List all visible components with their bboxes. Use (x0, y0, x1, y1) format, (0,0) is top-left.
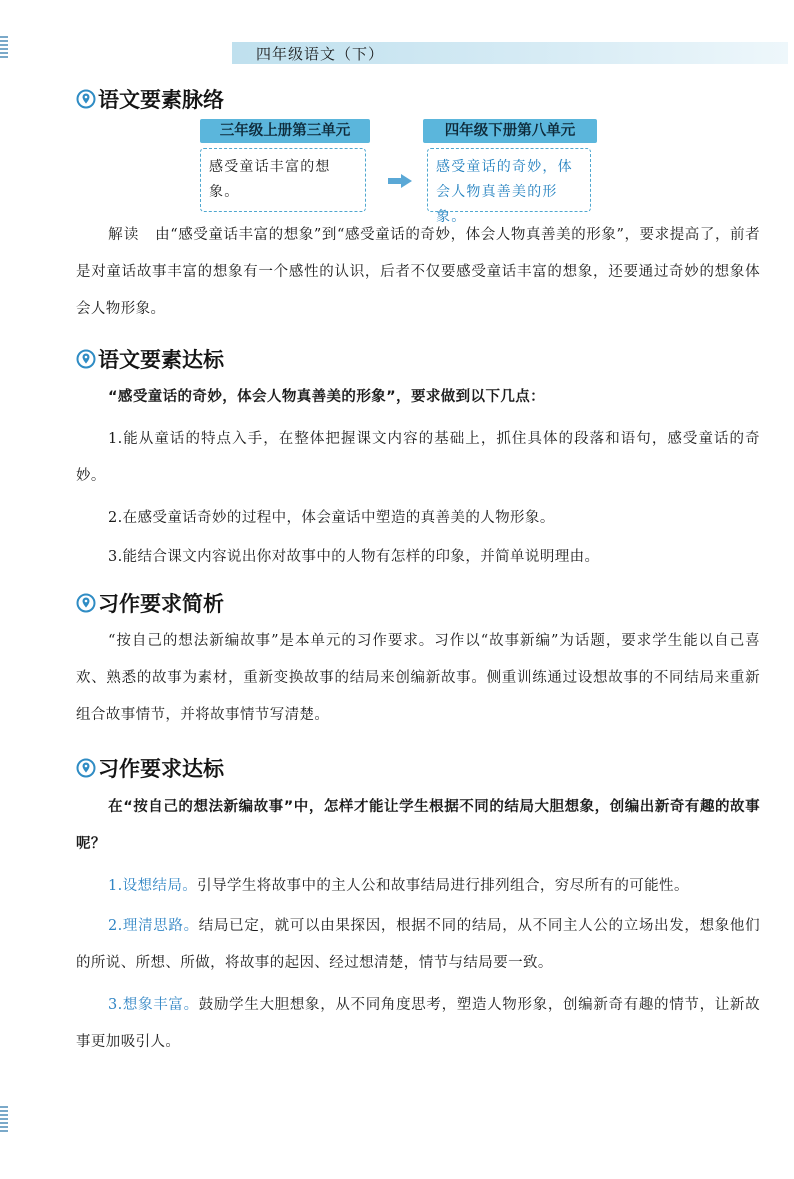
writing-question (76, 789, 760, 863)
right-unit-text: 感受童话的奇妙，体会人物真善美的形象。 (436, 159, 573, 225)
requirement-item-text: 2.在感受童话奇妙的过程中，体会童话中塑造的真善美的人物形象。 (108, 510, 555, 526)
location-pin-icon (76, 349, 96, 369)
writing-item-lead: 1.设想结局。 (108, 878, 198, 894)
writing-item-1 (76, 868, 760, 905)
requirement-item-3 (76, 539, 760, 576)
requirement-intro-text: “感受童话的奇妙，体会人物真善美的形象”，要求做到以下几点： (108, 389, 546, 405)
section-heading-3 (76, 588, 224, 618)
requirement-intro (76, 379, 760, 416)
writing-item-text: 结局已定，就可以由果探因，根据不同的结局，从不同主人公的立场出发，想象他们的所说、所想、所做，将故事的起因、经过想清楚，情节与结局要一致。 (76, 918, 761, 971)
requirement-item-2 (76, 500, 760, 537)
writing-analysis-paragraph (76, 623, 760, 734)
writing-item-text: 鼓励学生大胆想象，从不同角度思考，塑造人物形象，创编新奇有趣的情节，让新故事更加吸引人。 (76, 997, 761, 1050)
section-heading-text: 习作要求简析 (98, 592, 224, 616)
arrow-right-icon (388, 174, 412, 188)
writing-item-3 (76, 987, 760, 1061)
right-unit-box (427, 148, 591, 225)
writing-analysis-text: “按自己的想法新编故事”是本单元的习作要求。习作以“故事新编”为话题，要求学生能以自己喜欢、熟悉的故事为素材，重新变换故事的结局来创编新故事。侧重训练通过设想故事的不同结局来重新组合故事情节，并将故事情节写清楚。 (76, 633, 760, 723)
writing-item-lead: 2.理清思路。 (108, 918, 199, 934)
requirement-item-text: 3.能结合课文内容说出你对故事中的人物有怎样的印象，并简单说明理由。 (108, 549, 600, 565)
left-unit-box (200, 148, 366, 212)
section-heading-text: 习作要求达标 (98, 757, 224, 781)
left-unit-text: 感受童话丰富的想象。 (209, 159, 331, 200)
section-heading-text: 语文要素达标 (98, 348, 224, 372)
writing-question-text: 在“按自己的想法新编故事”中，怎样才能让学生根据不同的结局大胆想象，创编出新奇有趣的故事呢？ (76, 799, 760, 852)
right-unit-label: 四年级下册第八单元 (423, 119, 597, 143)
location-pin-icon (76, 593, 96, 613)
interpretation-label: 解读 (108, 227, 140, 243)
requirement-item-text: 1.能从童话的特点入手，在整体把握课文内容的基础上，抓住具体的段落和语句，感受童话的奇妙。 (76, 431, 760, 484)
writing-item-lead: 3.想象丰富。 (108, 997, 199, 1013)
writing-item-2 (76, 908, 760, 982)
interpretation-paragraph (76, 217, 760, 328)
section-heading-2 (76, 344, 224, 374)
left-unit-label: 三年级上册第三单元 (200, 119, 370, 143)
page-edge-marks-bottom (0, 1106, 8, 1132)
interpretation-text: 由“感受童话丰富的想象”到“感受童话的奇妙，体会人物真善美的形象”，要求提高了，前者是对童话故事丰富的想象有一个感性的认识，后者不仅要感受童话丰富的想象，还要通过奇妙的想象体会人物形象。 (76, 227, 761, 317)
section-heading-1 (76, 84, 224, 114)
section-heading-4 (76, 753, 224, 783)
location-pin-icon (76, 89, 96, 109)
section-heading-text: 语文要素脉络 (98, 88, 224, 112)
page-edge-marks-top (0, 36, 8, 58)
writing-item-text: 引导学生将故事中的主人公和故事结局进行排列组合，穷尽所有的可能性。 (197, 878, 689, 894)
page-header-title: 四年级语文（下） (256, 45, 385, 63)
location-pin-icon (76, 758, 96, 778)
requirement-item-1 (76, 421, 760, 495)
